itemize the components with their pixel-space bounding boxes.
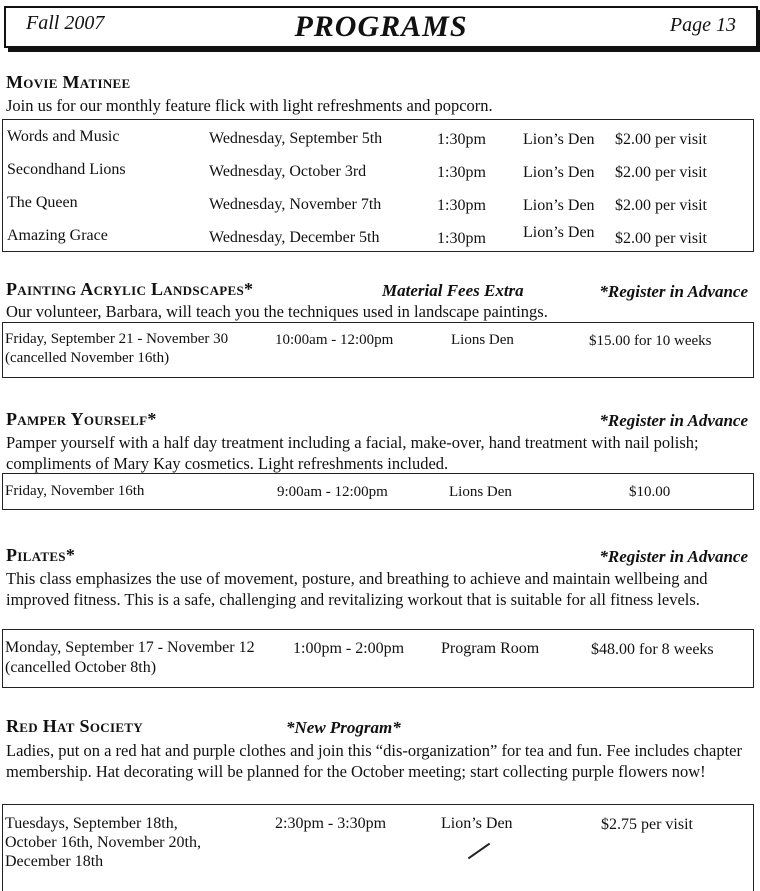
new-program-tag: *New Program* xyxy=(286,718,401,737)
movie-fee: $2.00 per visit xyxy=(615,197,707,214)
movie-description: Join us for our monthly feature flick with light refreshments and popcorn. xyxy=(6,96,493,115)
pilates-fee: $48.00 for 8 weeks xyxy=(591,641,714,658)
register-tag: *Register in Advance xyxy=(599,547,748,566)
red-hat-fee: $2.75 per visit xyxy=(601,816,693,833)
movie-fee: $2.00 per visit xyxy=(615,230,707,247)
season-label: Fall 2007 xyxy=(26,12,105,34)
painting-time: 10:00am - 12:00pm xyxy=(275,332,394,348)
movie-schedule-box xyxy=(2,119,754,252)
movie-time: 1:30pm xyxy=(437,164,486,181)
movie-date: Wednesday, October 3rd xyxy=(209,163,367,180)
painting-schedule-box xyxy=(2,322,754,378)
page-number: Page 13 xyxy=(669,14,736,36)
red-hat-place: Lion’s Den xyxy=(441,815,513,832)
red-hat-time: 2:30pm - 3:30pm xyxy=(275,815,387,832)
pamper-description: Pamper yourself with a half day treatment including a facial, make-over, hand treatment with nail polish; compliments of Mary Kay cosmetics. Light refreshments included. xyxy=(6,433,699,473)
section-title-pamper: Pamper Yourself* xyxy=(6,409,157,429)
section-title-red-hat: Red Hat Society xyxy=(6,716,143,736)
register-tag: *Register in Advance xyxy=(599,411,748,430)
pamper-place: Lions Den xyxy=(449,484,512,500)
movie-place: Lion’s Den xyxy=(523,224,595,241)
red-hat-date-line-2: October 16th, November 20th, xyxy=(5,834,201,851)
section-title-painting: Painting Acrylic Landscapes* xyxy=(6,279,254,299)
movie-date: Wednesday, November 7th xyxy=(209,196,382,213)
red-hat-date-line-3: December 18th xyxy=(5,853,104,870)
movie-place: Lion’s Den xyxy=(523,197,595,214)
movie-place: Lion’s Den xyxy=(523,131,595,148)
movie-time: 1:30pm xyxy=(437,131,486,148)
pamper-date: Friday, November 16th xyxy=(5,483,145,499)
movie-time: 1:30pm xyxy=(437,197,486,214)
pilates-schedule-box xyxy=(2,629,754,688)
movie-date: Wednesday, December 5th xyxy=(209,229,380,246)
pilates-date: Monday, September 17 - November 12 xyxy=(5,639,255,656)
pamper-fee: $10.00 xyxy=(629,484,671,500)
movie-fee: $2.00 per visit xyxy=(615,131,707,148)
movie-name: Secondhand Lions xyxy=(7,161,126,178)
red-hat-date-line-1: Tuesdays, September 18th, xyxy=(5,815,178,832)
register-tag: *Register in Advance xyxy=(599,282,748,301)
pilates-description: This class emphasizes the use of movement, posture, and breathing to achieve and maintain wellbeing and improved fitness. This is a safe, challenging and revitalizing workout that is suitable for all fitness levels. xyxy=(6,569,708,609)
section-title-pilates: Pilates* xyxy=(6,545,76,565)
pilates-cancel-note: (cancelled October 8th) xyxy=(5,659,157,676)
painting-place: Lions Den xyxy=(451,332,514,348)
movie-time: 1:30pm xyxy=(437,230,486,247)
pamper-time: 9:00am - 12:00pm xyxy=(277,484,388,500)
red-hat-schedule-box xyxy=(2,804,754,891)
page-header xyxy=(4,6,758,48)
painting-date: Friday, September 21 - November 30 xyxy=(5,331,229,347)
painting-cancel-note: (cancelled November 16th) xyxy=(5,350,170,366)
movie-name: The Queen xyxy=(7,194,78,211)
pamper-schedule-box xyxy=(2,473,754,510)
movie-name: Amazing Grace xyxy=(7,227,108,244)
pilates-place: Program Room xyxy=(441,640,540,657)
painting-fee: $15.00 for 10 weeks xyxy=(589,333,712,349)
page-title: PROGRAMS xyxy=(294,10,468,43)
section-title-movie-matinee: Movie Matinee xyxy=(6,72,131,92)
painting-description: Our volunteer, Barbara, will teach you the techniques used in landscape paintings. xyxy=(6,302,548,321)
red-hat-description: Ladies, put on a red hat and purple clothes and join this “dis-organization” for tea and fun. Fee includes chapter membership. Hat decorating will be planned for the October meeting; start collecting purple flowers now! xyxy=(6,741,742,781)
movie-date: Wednesday, September 5th xyxy=(209,130,383,147)
pilates-time: 1:00pm - 2:00pm xyxy=(293,640,405,657)
movie-place: Lion’s Den xyxy=(523,164,595,181)
movie-fee: $2.00 per visit xyxy=(615,164,707,181)
material-fees-tag: Material Fees Extra xyxy=(382,281,524,300)
movie-name: Words and Music xyxy=(7,128,120,145)
